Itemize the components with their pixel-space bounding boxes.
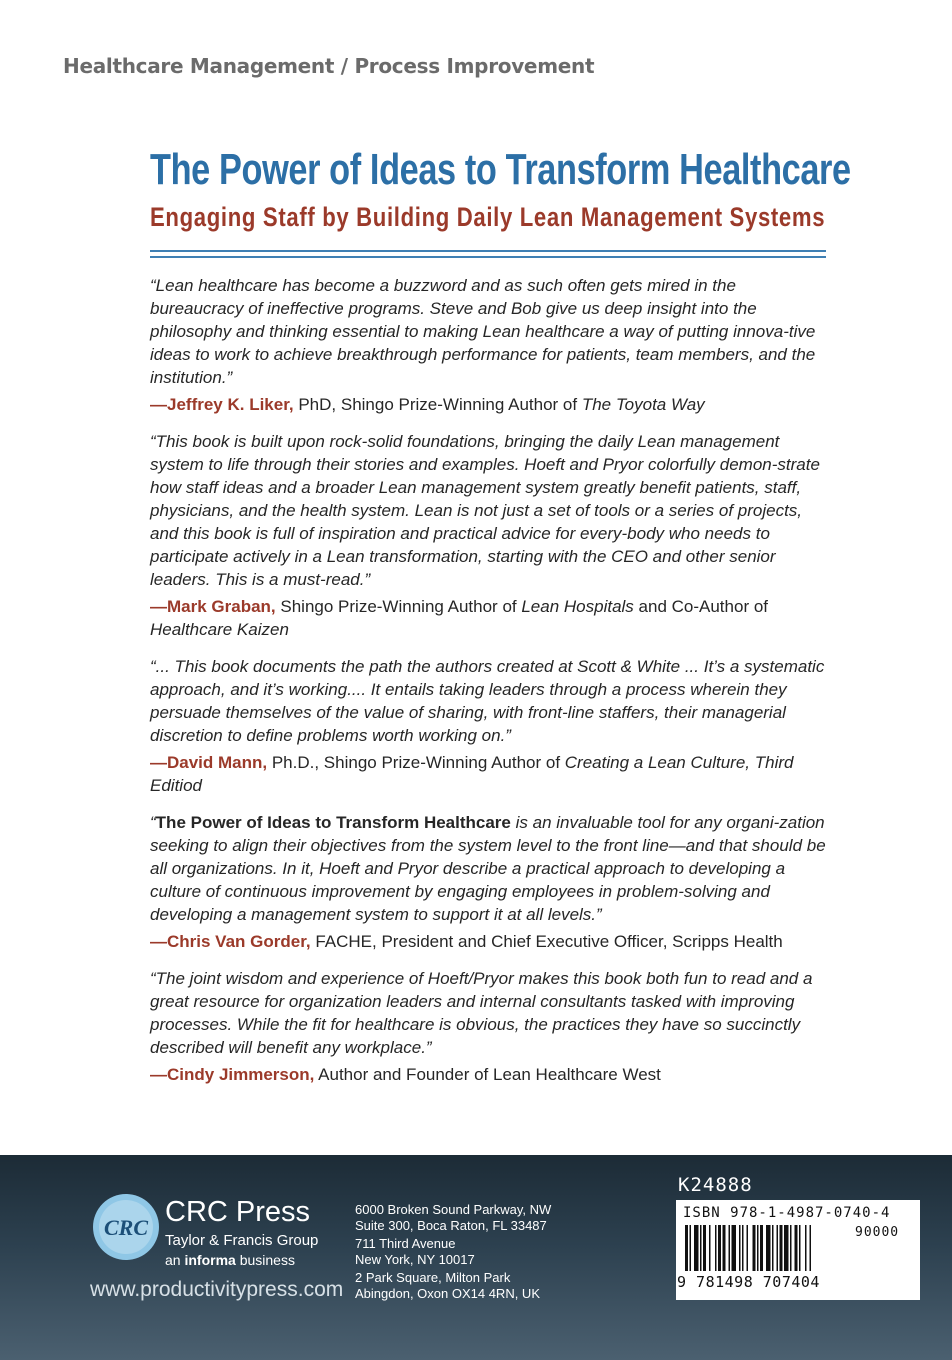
attribution-dash: — bbox=[150, 1065, 167, 1084]
barcode-bar bbox=[772, 1225, 774, 1271]
barcode-bar bbox=[753, 1225, 756, 1271]
barcode-bar bbox=[690, 1225, 692, 1271]
crc-logo-icon bbox=[92, 1193, 160, 1261]
title-rule bbox=[150, 256, 826, 258]
barcode-bar bbox=[795, 1225, 798, 1271]
publisher-website-link[interactable]: www.productivitypress.com bbox=[90, 1278, 344, 1301]
barcode-bar bbox=[747, 1225, 749, 1271]
barcode-bar bbox=[700, 1225, 702, 1271]
barcode-bar bbox=[729, 1225, 731, 1271]
endorser-name: David Mann, bbox=[167, 753, 268, 772]
barcode-bar bbox=[805, 1225, 807, 1271]
address-line: 711 Third Avenue bbox=[355, 1236, 456, 1251]
informa-suffix: business bbox=[235, 1252, 295, 1268]
endorser-credentials: Ph.D., Shingo Prize-Winning Author of bbox=[267, 753, 565, 772]
book-reference-2: Healthcare Kaizen bbox=[150, 620, 289, 639]
title-rule bbox=[150, 250, 826, 252]
barcode-digits: 9 781498 707404 bbox=[677, 1273, 820, 1291]
barcode-bar bbox=[694, 1225, 699, 1271]
barcode-bar bbox=[739, 1225, 741, 1271]
barcode-bar bbox=[709, 1225, 711, 1271]
barcode-icon bbox=[685, 1225, 845, 1271]
barcode-bar bbox=[780, 1225, 783, 1271]
quote-attribution bbox=[150, 751, 830, 797]
barcode-bar bbox=[703, 1225, 706, 1271]
quote-open-mark: “ bbox=[150, 813, 156, 832]
publisher-informa bbox=[165, 1252, 295, 1268]
book-title: The Power of Ideas to Transform Healthcare bbox=[150, 145, 851, 194]
barcode-bar bbox=[777, 1225, 779, 1271]
informa-prefix: an bbox=[165, 1252, 185, 1268]
endorser-name: Jeffrey K. Liker, bbox=[167, 395, 294, 414]
endorser-credentials-2: and Co-Author of bbox=[633, 597, 769, 616]
barcode-bar bbox=[799, 1225, 801, 1271]
quote-text: “Lean healthcare has become a buzzword and as such often gets mired in the bureaucracy of ineffective programs. Steve and Bob give us deep insight into the philosophy and thinking essential to making Lean healthcare a way of putting innova-tive ideas to work to achieve breakthrough performance for patients, team members, and the institution.” bbox=[150, 276, 816, 387]
book-reference: Creating a Lean Culture, Third Editiod bbox=[150, 753, 794, 795]
price-code: 90000 bbox=[855, 1225, 900, 1240]
endorser-name: Cindy Jimmerson, bbox=[167, 1065, 315, 1084]
attribution-dash: — bbox=[150, 753, 167, 772]
book-subtitle: Engaging Staff by Building Daily Lean Management Systems bbox=[150, 202, 826, 232]
address-line: 6000 Broken Sound Parkway, NW bbox=[355, 1202, 552, 1217]
endorsement bbox=[150, 967, 830, 1086]
category-label: Healthcare Management / Process Improvement bbox=[63, 54, 595, 78]
endorser-credentials: FACHE, President and Chief Executive Officer, Scripps Health bbox=[310, 932, 783, 951]
barcode-bar bbox=[790, 1225, 792, 1271]
quote-attribution bbox=[150, 930, 830, 953]
address-line: New York, NY 10017 bbox=[355, 1252, 475, 1267]
quote-text bbox=[150, 811, 830, 926]
barcode-bar bbox=[715, 1225, 717, 1271]
address-line: 2 Park Square, Milton Park bbox=[355, 1270, 511, 1285]
barcode-bar bbox=[742, 1225, 744, 1271]
quote-text: “This book is built upon rock-solid foundations, bringing the daily Lean management system to life through their stories and examples. Hoeft and Pryor colorfully demon-strate how staff ideas and a broader Lean management system greatly benefit patients, staff, physicians, and the health system. Lean is not just a set of tools or a series of projects, and this book is full of inspiration and practical advice for every-body who needs to participate actively in a Lean transformation, starting with the CEO and other senior leaders. This is a must-read.” bbox=[150, 432, 820, 589]
endorser-name: Mark Graban, bbox=[167, 597, 276, 616]
quote-attribution bbox=[150, 1063, 830, 1086]
endorsement bbox=[150, 811, 830, 953]
informa-bold: informa bbox=[184, 1252, 236, 1268]
barcode-bar bbox=[723, 1225, 726, 1271]
attribution-dash: — bbox=[150, 395, 167, 414]
barcode-bar bbox=[685, 1225, 688, 1271]
endorsements bbox=[150, 274, 830, 1086]
book-reference: Lean Hospitals bbox=[521, 597, 634, 616]
attribution-dash: — bbox=[150, 932, 167, 951]
quote-attribution bbox=[150, 595, 830, 641]
barcode-bar bbox=[732, 1225, 737, 1271]
product-code: K24888 bbox=[678, 1174, 753, 1196]
quoted-title: The Power of Ideas to Transform Healthcare bbox=[155, 813, 511, 832]
endorser-name: Chris Van Gorder, bbox=[167, 932, 311, 951]
endorser-credentials: Shingo Prize-Winning Author of bbox=[275, 597, 522, 616]
barcode-bar bbox=[766, 1225, 771, 1271]
barcode-bar bbox=[810, 1225, 812, 1271]
endorser-credentials: PhD, Shingo Prize-Winning Author of bbox=[293, 395, 582, 414]
attribution-dash: — bbox=[150, 597, 167, 616]
barcode-bar bbox=[760, 1225, 763, 1271]
address-new-york bbox=[355, 1236, 475, 1268]
address-line: Abingdon, Oxon OX14 4RN, UK bbox=[355, 1286, 540, 1301]
logo-text: CRC bbox=[103, 1215, 149, 1240]
address-line: Suite 300, Boca Raton, FL 33487 bbox=[355, 1218, 547, 1233]
quote-text: “The joint wisdom and experience of Hoeft/Pryor makes this book both fun to read and a great resource for organization leaders and internal consultants tasked with improving processes. While the fit for healthcare is obvious, the practices they have so succinctly described will benefit any workplace.” bbox=[150, 969, 813, 1057]
publisher-name: CRC Press bbox=[165, 1196, 311, 1228]
endorser-credentials: Author and Founder of Lean Healthcare West bbox=[314, 1065, 661, 1084]
endorsement bbox=[150, 430, 830, 641]
barcode-bar bbox=[718, 1225, 721, 1271]
isbn-label: ISBN 978-1-4987-0740-4 bbox=[683, 1205, 891, 1221]
quote-body: is an invaluable tool for any organi-zation seeking to align their objectives from the system level to the front line—and that should be all organizations. In it, Hoeft and Pryor describe a practical approach to developing a culture of continuous improvement by engaging employees in problem-solving and developing a management system to support it at all levels.” bbox=[150, 813, 826, 924]
quote-text: “... This book documents the path the authors created at Scott & White ... It’s a systematic approach, and it’s working.... It entails taking leaders through a process wherein they persuade themselves of the value of sharing, with front-line staffers, their managerial discretion to define problems worth working on.” bbox=[150, 657, 825, 745]
quote-attribution bbox=[150, 393, 830, 416]
address-florida bbox=[355, 1202, 551, 1234]
publisher-group: Taylor & Francis Group bbox=[165, 1232, 319, 1249]
endorsement bbox=[150, 655, 830, 797]
book-reference: The Toyota Way bbox=[581, 395, 705, 414]
endorsement bbox=[150, 274, 830, 416]
address-uk bbox=[355, 1270, 540, 1302]
barcode-bar bbox=[757, 1225, 759, 1271]
barcode-bar bbox=[784, 1225, 789, 1271]
